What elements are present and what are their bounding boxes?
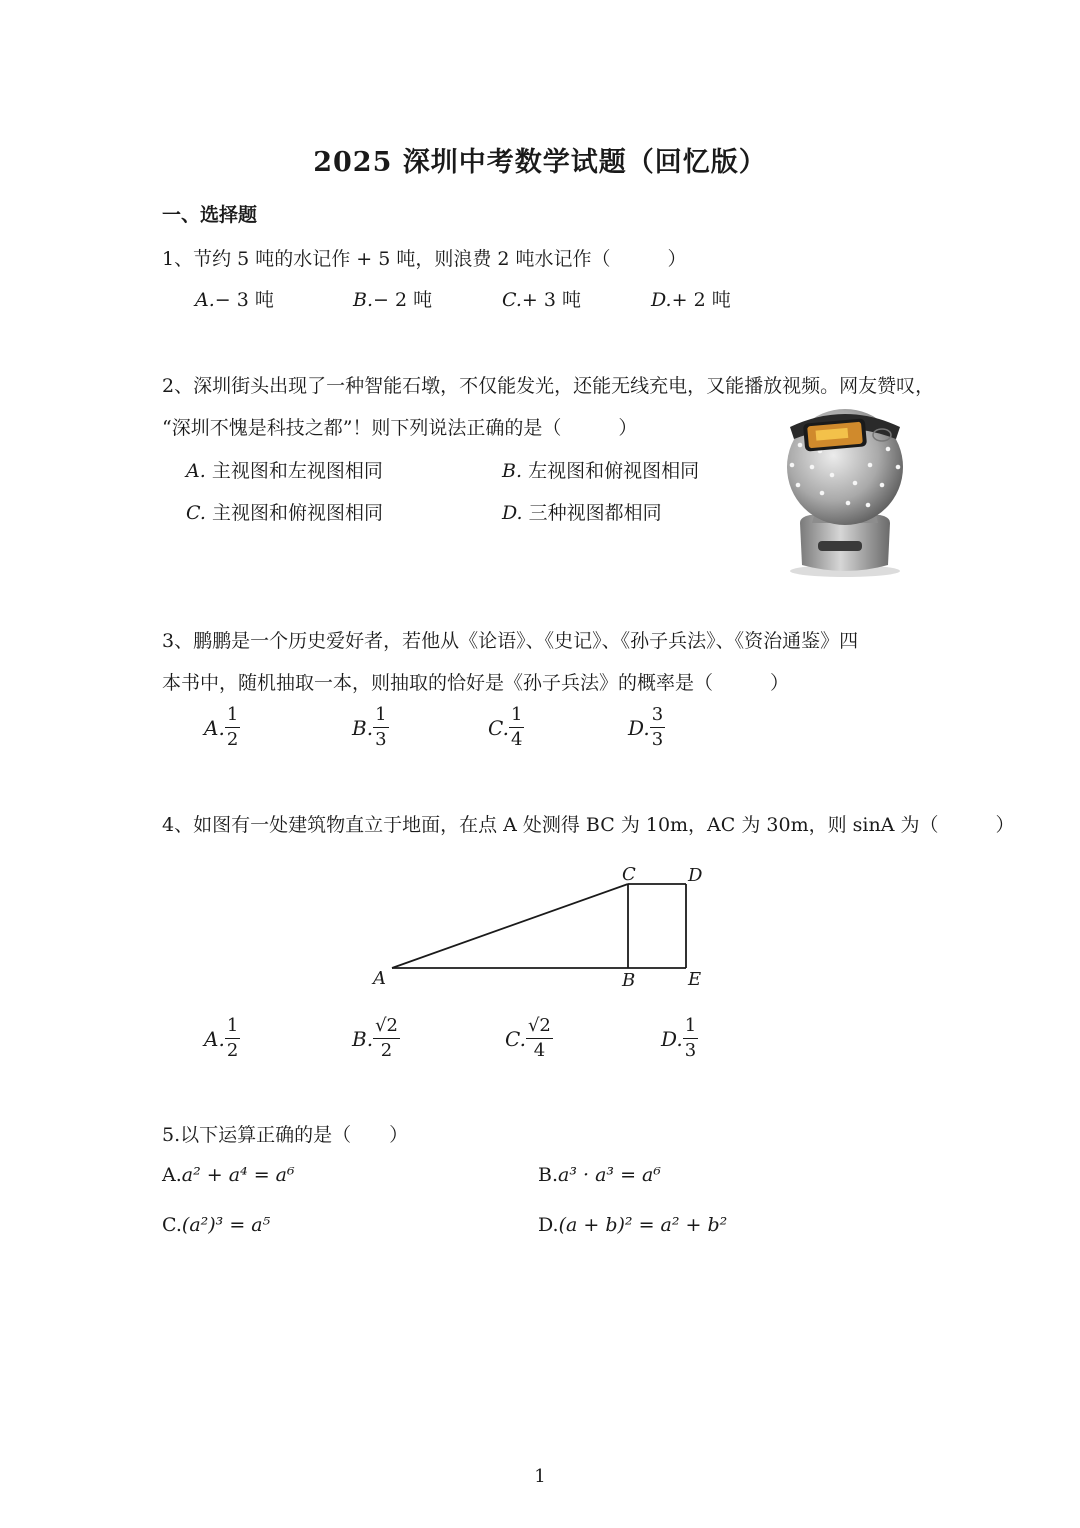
- question-3-stem-line1: 3、鹏鹏是一个历史爱好者，若他从《论语》、《史记》、《孙子兵法》、《资治通鉴》四: [162, 630, 859, 652]
- q4-option-a[interactable]: [204, 1017, 240, 1060]
- option-text: − 2 吨: [373, 289, 433, 311]
- fraction: $\frac{1}{4}$: [510, 704, 523, 750]
- option-text: − 3 吨: [214, 289, 274, 311]
- option-expression: a³ · a³ = a⁶: [558, 1164, 661, 1186]
- option-text: 三种视图都相同: [528, 502, 662, 524]
- option-expression: (a²)³ = a⁵: [181, 1214, 271, 1236]
- question-1-stem: 1、节约 5 吨的水记作 + 5 吨，则浪费 2 吨水记作（ ）: [162, 248, 687, 270]
- point-c-label: C: [622, 864, 636, 885]
- q4-option-c[interactable]: [505, 1017, 553, 1060]
- q3-option-c[interactable]: [488, 706, 524, 749]
- q2-option-c[interactable]: [186, 498, 383, 525]
- option-letter: C.: [488, 715, 509, 740]
- section-heading: 一、选择题: [162, 204, 258, 226]
- q1-option-a[interactable]: [195, 285, 274, 312]
- option-letter: A.: [162, 1164, 182, 1186]
- question-4-stem: 4、如图有一处建筑物直立于地面，在点 A 处测得 BC 为 10m，AC 为 30m，则 sinA 为（ ）: [162, 814, 1015, 836]
- point-a-label: A: [373, 968, 386, 989]
- option-letter: B.: [352, 715, 374, 740]
- option-letter: A.: [186, 460, 206, 482]
- q1-option-c[interactable]: [502, 285, 581, 312]
- option-letter: B.: [352, 1026, 374, 1051]
- q2-option-d[interactable]: [502, 498, 662, 525]
- point-b-label: B: [622, 970, 636, 990]
- option-text: 主视图和俯视图相同: [211, 502, 383, 524]
- option-letter: B.: [502, 460, 523, 482]
- fraction: $\frac{1}{3}$: [375, 704, 387, 750]
- option-text: + 3 吨: [521, 289, 581, 311]
- q2-option-a[interactable]: [186, 456, 383, 483]
- fraction: $\frac{√2}{2}$: [375, 1015, 398, 1061]
- fraction: $\frac{1}{2}$: [226, 704, 239, 750]
- q5-option-d[interactable]: [538, 1214, 727, 1236]
- page-number: 1: [534, 1466, 546, 1487]
- q3-option-d[interactable]: [628, 706, 665, 749]
- point-d-label: D: [688, 865, 703, 886]
- option-letter: D.: [628, 715, 650, 740]
- fraction: $\frac{1}{2}$: [226, 1015, 239, 1061]
- option-letter: C.: [162, 1214, 182, 1236]
- q5-option-c[interactable]: [162, 1214, 270, 1236]
- option-letter: D.: [538, 1214, 559, 1236]
- q4-option-d[interactable]: [661, 1017, 698, 1060]
- option-letter: D.: [502, 502, 523, 524]
- triangle-diagram: [360, 858, 720, 990]
- q3-option-a[interactable]: [204, 706, 240, 749]
- q2-option-b[interactable]: [502, 456, 699, 483]
- option-letter: D.: [661, 1026, 683, 1051]
- option-letter: C.: [505, 1026, 526, 1051]
- option-letter: B.: [538, 1164, 559, 1186]
- option-letter: B.: [353, 289, 374, 311]
- segment-ac: [392, 884, 628, 968]
- question-2-stem-line2: “深圳不愧是科技之都”！则下列说法正确的是（ ）: [162, 417, 638, 439]
- option-text: + 2 吨: [671, 289, 731, 311]
- q5-option-b[interactable]: [538, 1164, 661, 1186]
- option-letter: C.: [186, 502, 206, 524]
- q1-option-b[interactable]: [353, 285, 432, 312]
- option-letter: A.: [195, 289, 215, 311]
- question-5-stem: 5.以下运算正确的是（ ）: [162, 1124, 409, 1146]
- fraction: $\frac{3}{3}$: [651, 704, 664, 750]
- option-letter: D.: [651, 289, 672, 311]
- q3-option-b[interactable]: [352, 706, 389, 749]
- point-e-label: E: [688, 969, 702, 990]
- option-expression: (a + b)² = a² + b²: [558, 1214, 728, 1236]
- option-letter: C.: [502, 289, 522, 311]
- option-letter: A.: [204, 1026, 225, 1051]
- question-2-stem-line1: 2、深圳街头出现了一种智能石墩，不仅能发光，还能无线充电，又能播放视频。网友赞叹，: [162, 375, 935, 397]
- option-text: 主视图和左视图相同: [211, 460, 383, 482]
- option-letter: A.: [204, 715, 225, 740]
- question-3-stem-line2: 本书中，随机抽取一本，则抽取的恰好是《孙子兵法》的概率是（ ）: [162, 672, 790, 694]
- option-text: 左视图和俯视图相同: [528, 460, 700, 482]
- fraction: $\frac{√2}{4}$: [527, 1015, 551, 1061]
- q5-option-a[interactable]: [162, 1164, 295, 1186]
- smart-bollard-image: [760, 405, 930, 577]
- page-title: 2025 深圳中考数学试题（回忆版）: [313, 147, 767, 178]
- q1-option-d[interactable]: [651, 285, 731, 312]
- q4-option-b[interactable]: [352, 1017, 400, 1060]
- fraction: $\frac{1}{3}$: [684, 1015, 697, 1061]
- option-expression: a² + a⁴ = a⁶: [181, 1164, 295, 1186]
